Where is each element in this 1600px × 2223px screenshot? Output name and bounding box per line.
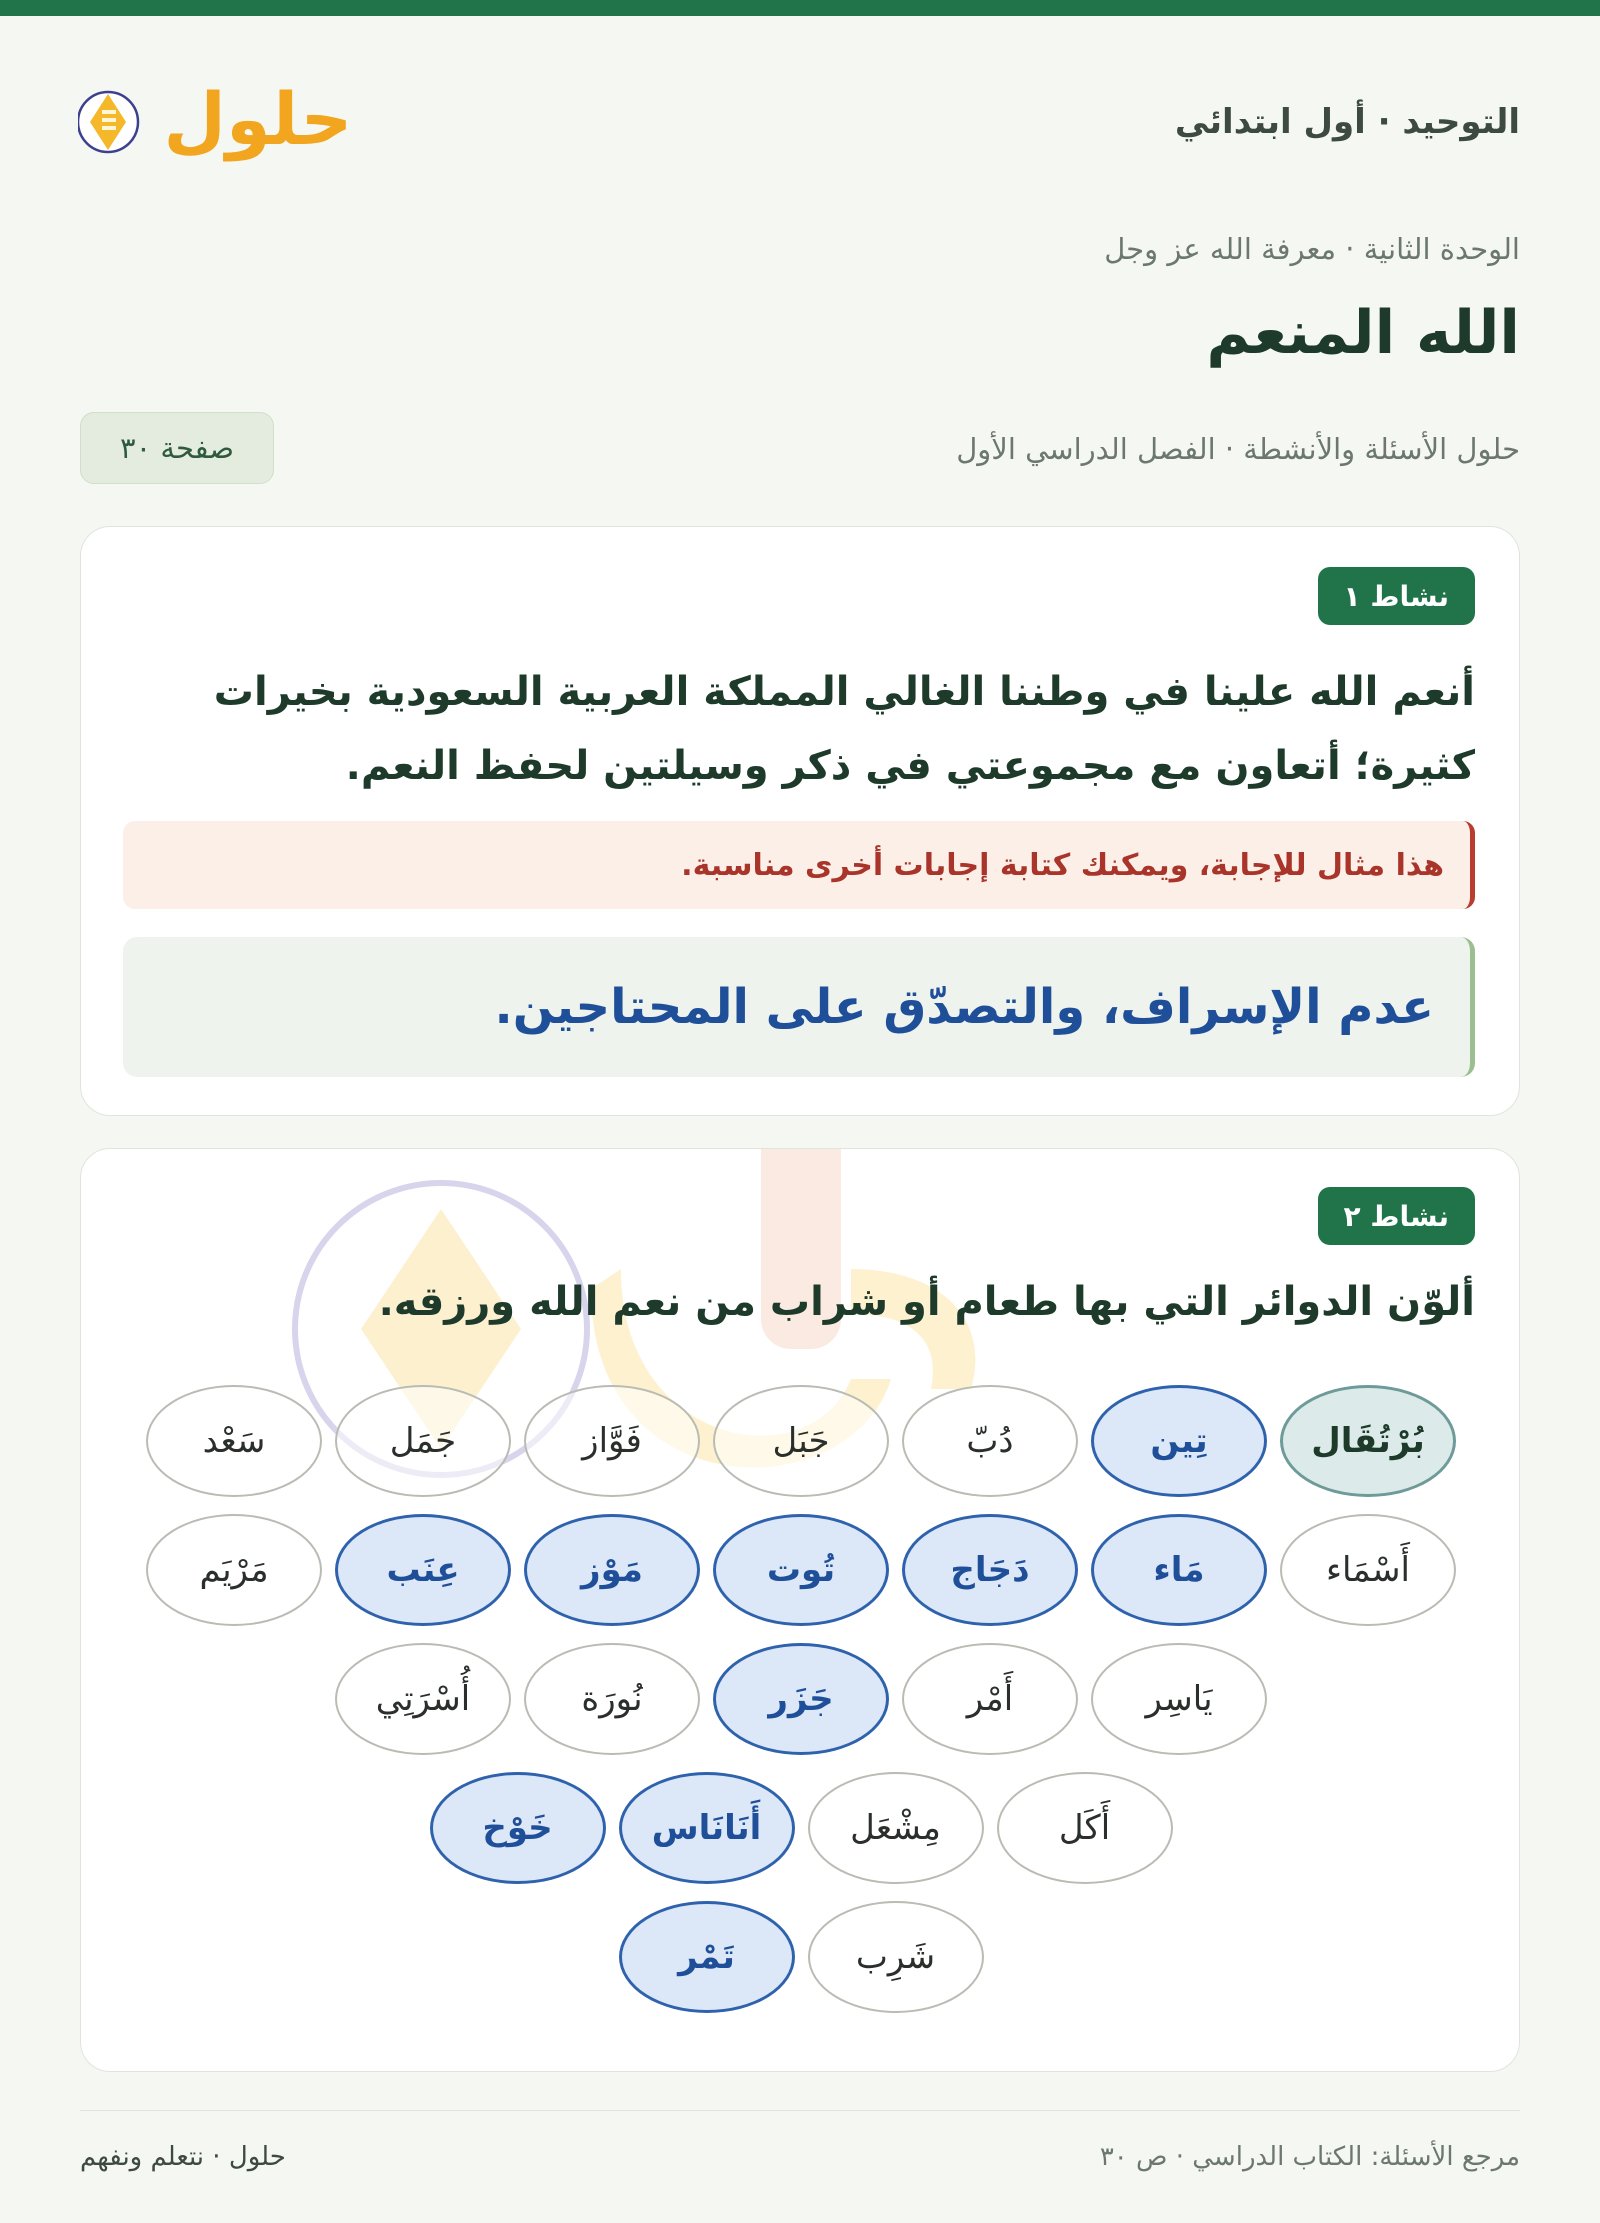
subject-title: التوحيد · أول ابتدائي bbox=[1174, 102, 1520, 142]
word-circle[interactable]: مَرْيَم bbox=[146, 1514, 322, 1626]
unit-label: الوحدة الثانية · معرفة الله عز وجل bbox=[1104, 232, 1520, 266]
word-circle[interactable]: أُسْرَتِي bbox=[335, 1643, 511, 1755]
word-circle[interactable]: دُبّ bbox=[902, 1385, 1078, 1497]
footer-brand: حلول · نتعلم ونفهم bbox=[80, 2142, 286, 2172]
word-circle[interactable]: سَعْد bbox=[146, 1385, 322, 1497]
word-circle[interactable]: مَوْز bbox=[524, 1514, 700, 1626]
answer-note-text: هذا مثال للإجابة، ويمكنك كتابة إجابات أخرى مناسبة. bbox=[681, 847, 1444, 883]
word-circle[interactable]: بُرْتُقَال bbox=[1280, 1385, 1456, 1497]
activity-2-question: ألوّن الدوائر التي بها طعام أو شراب من نعم الله ورزقه. bbox=[378, 1279, 1475, 1325]
logo-wordmark: حلول bbox=[163, 77, 353, 161]
word-circle[interactable]: عِنَب bbox=[335, 1514, 511, 1626]
word-circle[interactable]: خَوْخ bbox=[430, 1772, 606, 1884]
activity-1-question: أنعم الله علينا في وطننا الغالي المملكة العربية السعودية بخيرات كثيرة؛ أتعاون مع مجموعتي في ذكر وسيلتين لحفظ النعم. bbox=[213, 669, 1475, 789]
word-circle[interactable]: جَبَل bbox=[713, 1385, 889, 1497]
activity-1-badge: نشاط ١ bbox=[1318, 567, 1475, 625]
activity-2-card bbox=[80, 1148, 1520, 2072]
footer-reference: مرجع الأسئلة: الكتاب الدراسي · ص ٣٠ bbox=[1099, 2142, 1520, 2172]
footer-divider bbox=[80, 2110, 1520, 2111]
word-circle[interactable]: تِين bbox=[1091, 1385, 1267, 1497]
page-number-badge: صفحة ٣٠ bbox=[80, 412, 274, 484]
word-circle[interactable]: أَمْر bbox=[902, 1643, 1078, 1755]
word-circle[interactable]: يَاسِر bbox=[1091, 1643, 1267, 1755]
word-circle[interactable]: تُوت bbox=[713, 1514, 889, 1626]
word-circle[interactable]: شَرِب bbox=[808, 1901, 984, 2013]
answer-note bbox=[123, 821, 1475, 909]
activity-1-card bbox=[80, 526, 1520, 1116]
activity-1-answer-text: عدم الإسراف، والتصدّق على المحتاجين. bbox=[494, 979, 1434, 1035]
word-circle[interactable]: أَنَانَاس bbox=[619, 1772, 795, 1884]
word-circle[interactable]: نُورَة bbox=[524, 1643, 700, 1755]
word-circle[interactable]: أَسْمَاء bbox=[1280, 1514, 1456, 1626]
page-title: الله المنعم bbox=[1206, 298, 1520, 368]
header bbox=[78, 64, 1520, 184]
word-circle[interactable]: مَاء bbox=[1091, 1514, 1267, 1626]
word-circle[interactable]: مِشْعَل bbox=[808, 1772, 984, 1884]
lesson-meta: حلول الأسئلة والأنشطة · الفصل الدراسي الأول bbox=[956, 432, 1520, 466]
word-circle[interactable]: دَجَاج bbox=[902, 1514, 1078, 1626]
word-circle[interactable]: فَوَّاز bbox=[524, 1385, 700, 1497]
activity-2-badge: نشاط ٢ bbox=[1318, 1187, 1475, 1245]
halool-logo bbox=[78, 64, 368, 184]
word-circle[interactable]: جَمَل bbox=[335, 1385, 511, 1497]
word-circles bbox=[81, 1149, 1520, 2072]
word-circle[interactable]: أَكَل bbox=[997, 1772, 1173, 1884]
activity-1-answer bbox=[123, 937, 1475, 1077]
word-circle[interactable]: جَزَر bbox=[713, 1643, 889, 1755]
word-circle[interactable]: تَمْر bbox=[619, 1901, 795, 2013]
top-accent-bar bbox=[0, 0, 1600, 16]
